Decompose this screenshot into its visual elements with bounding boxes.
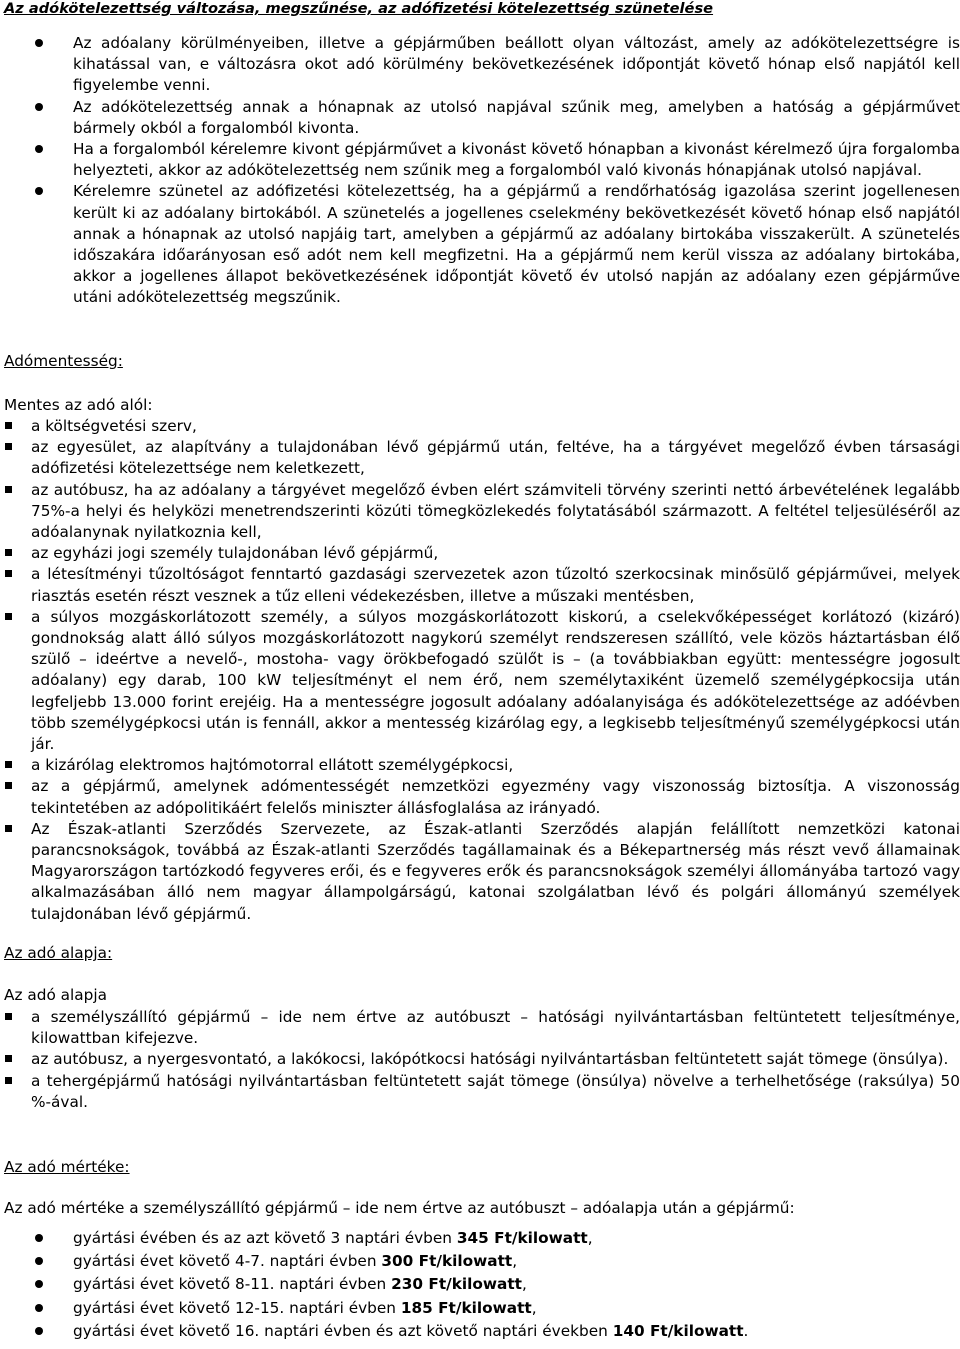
rate-text: gyártási évet követő 4-7. naptári évben [73,1252,382,1271]
rate-amount: 230 Ft/kilowatt [391,1275,522,1294]
rate-text: gyártási évet követő 8-11. naptári évben [73,1275,392,1294]
list-item: Kérelemre szünetel az adófizetési kötelezettség, ha a gépjármű a rendőrhatóság igazolása szerint jogellenesen került ki az adóalany birtokából. A szünetelés a jogellenes cselekmény bekövetkezését követő hónap első napjától annak a hónapnak az utolsó napjáig tart, amelyben a gépjármű az adóalany birtokába visszakerült. A szünetelés időszakára időarányosan eső adót nem kell megfizetni. Ha a gépjármű nem kerül vissza az adóalany birtokába, akkor a jogellenes állapot bekövetkezésének időpontját követő év utolsó napján az adóalany ezen gépjárműve utáni adókötelezettség megszűnik. [0,181,960,308]
list-item: az a gépjármű, amelynek adómentességét nemzetközi egyezmény vagy viszonosság biztosítja. A viszonosság tekintetében az adópolitikáért felelős miniszter állásfoglalása az irányadó. [0,776,960,818]
change-list [0,33,960,309]
list-item: az autóbusz, a nyergesvontató, a lakókocsi, lakópótkocsi hatósági nyilvántartásban feltüntetett saját tömege (önsúlya). [0,1049,960,1070]
rate-amount: 140 Ft/kilowatt [612,1321,744,1340]
rate-end: , [521,1275,527,1294]
section-title: Az adókötelezettség változása, megszűnése, az adófizetési kötelezettség szünetelése [4,0,714,17]
list-item: az autóbusz, ha az adóalany a tárgyévet megelőző évben elért számviteli törvény szerinti nettó árbevételének legalább 75%-a helyi és helyközi menetrendszerinti közúti tömegközlekedés folytatásából származott. A feltétel teljesüléséről az adóalanynak nyilatkoznia kell, [0,480,960,544]
list-item: a tehergépjármű hatósági nyilvántartásban feltüntetett saját tömege (önsúlya) növelve a terhelhetősége (raksúlya) 50 %-ával. [0,1071,960,1113]
base-heading: Az adó alapja: [4,944,113,962]
rate-end: , [587,1229,593,1247]
list-item: a személyszállító gépjármű – ide nem értve az autóbuszt – hatósági nyilvántartásban feltüntetett teljesítménye, kilowattban kifejezve. [0,1007,960,1049]
base-list [0,1007,960,1113]
rate-text: gyártási évet követő 16. naptári évben és azt követő naptári években [73,1321,613,1340]
list-item: Az adókötelezettség annak a hónapnak az utolsó napjával szűnik meg, amelyben a hatóság a gépjárművet bármely okból a forgalomból kivonta. [0,97,960,139]
rate-amount: 185 Ft/kilowatt [400,1298,532,1317]
list-item: a költségvetési szerv, [0,416,960,437]
exemption-intro: Mentes az adó alól: [4,396,153,414]
rate-text: gyártási évet követő 12-15. naptári évben [73,1298,401,1317]
list-item: Az adóalany körülményeiben, illetve a gépjárműben beállott olyan változást, amely az adókötelezettségre is kihatással van, e változásra okot adó körülmény bekövetkezésének időpontját követő hónap első napjától kell figyelembe venni. [0,33,960,97]
list-item: Ha a forgalomból kérelemre kivont gépjárművet a kivonást követő hónapban a kivonást kérelmező újra forgalomba helyezteti, akkor az adókötelezettség nem szűnik meg a forgalomból való kivonás hónapjának utolsó napjával. [0,139,960,181]
list-item: az egyesület, az alapítvány a tulajdonában lévő gépjármű után, feltéve, ha a tárgyévet megelőző évben társasági adófizetési kötelezettsége nem keletkezett, [0,437,960,479]
rate-amount: 300 Ft/kilowatt [381,1252,513,1271]
rate-heading: Az adó mértéke: [4,1158,130,1176]
list-item [0,1298,960,1319]
rate-end: , [512,1252,518,1271]
rate-intro: Az adó mértéke a személyszállító gépjármű – ide nem értve az autóbuszt – adóalapja után a gépjármű: [4,1199,795,1217]
rate-text: gyártási évében és az azt követő 3 naptári évben [73,1229,457,1247]
list-item: az egyházi jogi személy tulajdonában lévő gépjármű, [0,543,960,564]
rate-end: . [743,1321,749,1340]
list-item: Az Észak-atlanti Szerződés Szervezete, az Észak-atlanti Szerződés alapján felállított nemzetközi katonai parancsnokságok, továbbá az Észak-atlanti Szerződés tagállamainak és a Békepartnerség más részt vevő államainak Magyarországon tartózkodó fegyveres erői, és e fegyveres erők és parancsnokságok személyi állományába tartozó vagy alkalmazásában álló nem magyar állampolgárságú, katonai szolgálatban lévő és polgári állományú személyek tulajdonában lévő gépjármű. [0,819,960,925]
rate-amount: 345 Ft/kilowatt [456,1229,588,1247]
rate-end: , [531,1298,537,1317]
list-item [0,1321,960,1342]
exemption-heading: Adómentesség: [4,352,123,370]
list-item [0,1228,960,1249]
list-item: a kizárólag elektromos hajtómotorral ellátott személygépkocsi, [0,755,960,776]
list-item: a súlyos mozgáskorlátozott személy, a súlyos mozgáskorlátozott kiskorú, a cselekvőképességet korlátozó (kizáró) gondnokság alatt álló súlyos mozgáskorlátozott nagykorú személyt rendszeresen szállító, vele közös háztartásban élő szülő – ideértve a nevelő-, mostoha- vagy örökbefogadó szülőt is – (a továbbiakban együtt: mentességre jogosult adóalany) egy darab, 100 kW teljesítményt el nem érő, nem személytaxiként üzemelő személygépkocsija után legfeljebb 13.000 forint erejéig. Ha a mentességre jogosult adóalany adóalanyisága és adókötelezettsége az adóévben több személygépkocsi után is fennáll, akkor a mentesség kizárólag egy, a legkisebb teljesítményű személygépkocsi után jár. [0,607,960,755]
rate-list [0,1228,960,1344]
list-item [0,1274,960,1295]
list-item: a létesítményi tűzoltóságot fenntartó gazdasági szervezetek azon tűzoltó szerkocsinak minősülő gépjárművei, melyek riasztás esetén részt vesznek a tűz elleni védekezésben, illetve a műszaki mentésben, [0,564,960,606]
list-item [0,1251,960,1272]
exemption-list [0,416,960,925]
base-intro: Az adó alapja [4,986,107,1004]
